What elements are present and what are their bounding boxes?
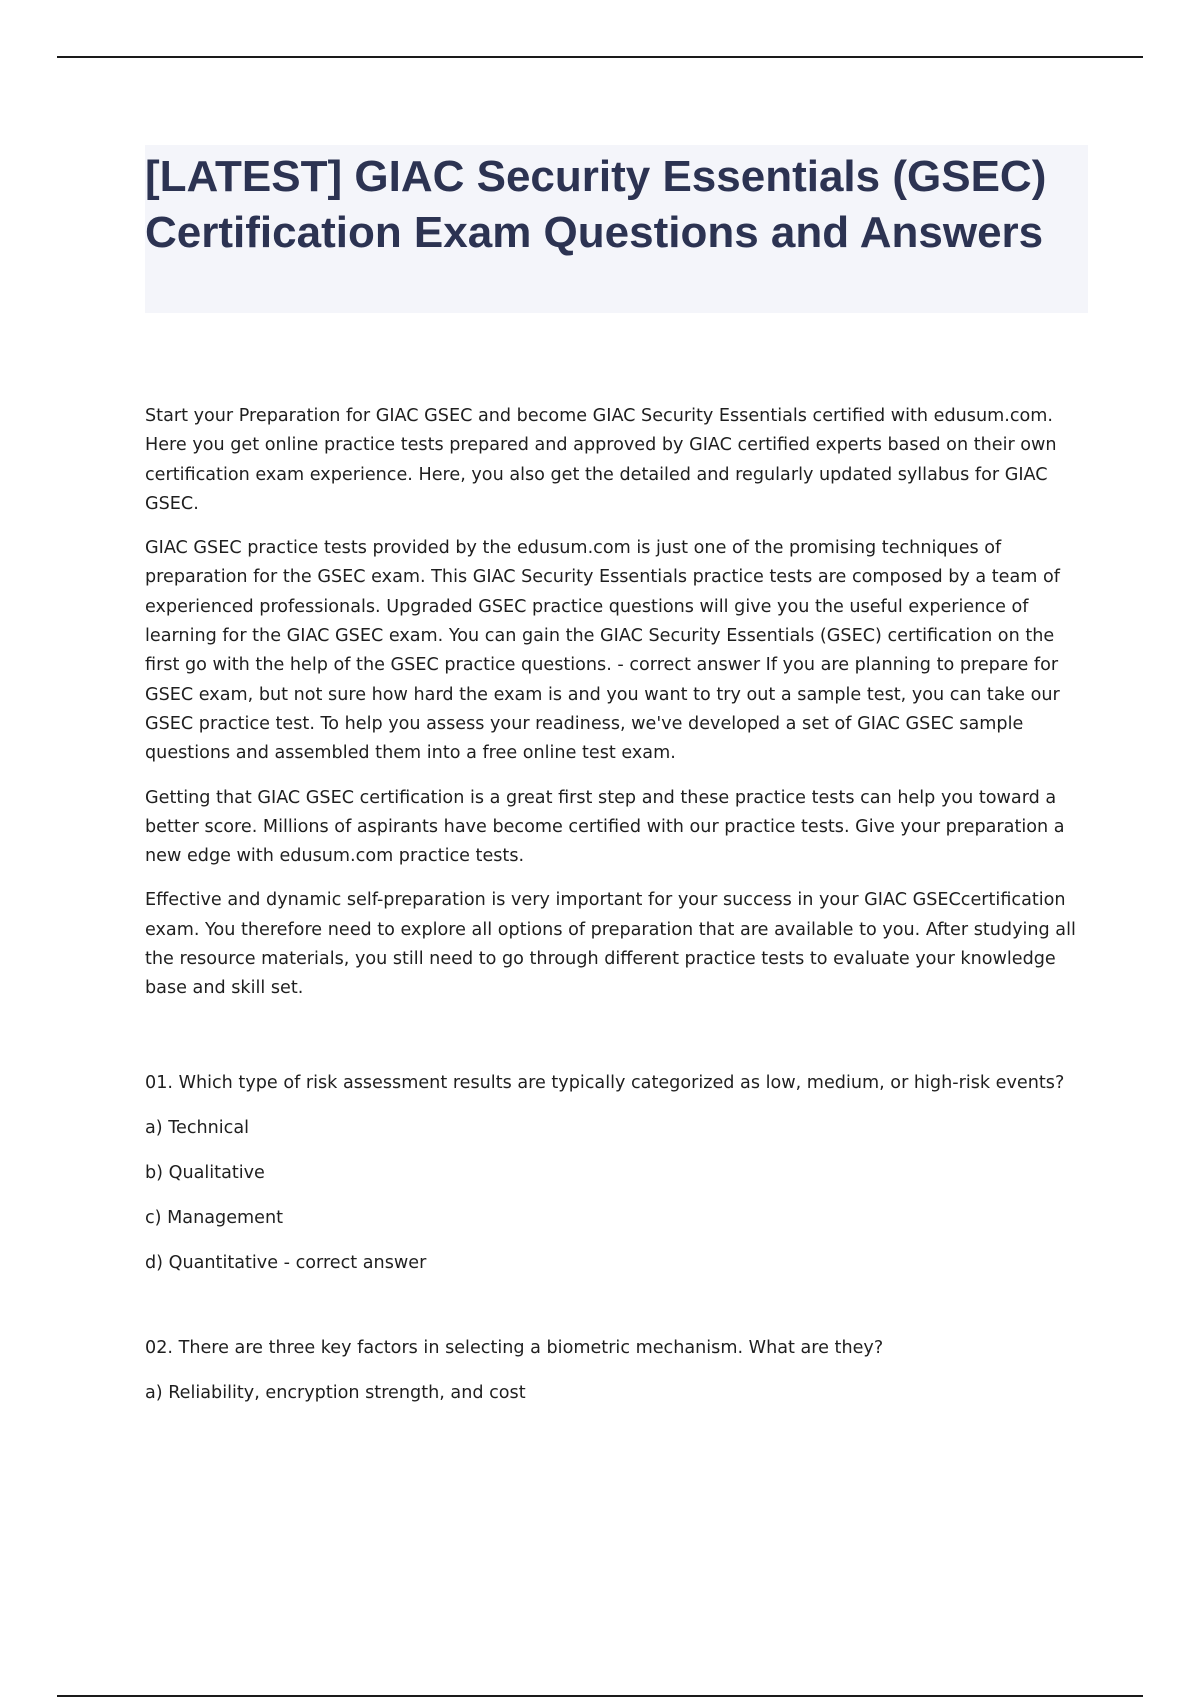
answer-option: a) Technical bbox=[145, 1117, 250, 1138]
certification-paragraph: Getting that GIAC GSEC certification is a great first step and these practice tests can help you toward a better score. Millions of aspirants have become certified with our practice tests. Give your preparation a new edge with edusum.com practice tests. bbox=[145, 787, 1065, 867]
question-text: 01. Which type of risk assessment results are typically categorized as low, medium, or high-risk events? bbox=[145, 1072, 1065, 1093]
bottom-rule bbox=[57, 1695, 1143, 1697]
question-1 bbox=[145, 1068, 1090, 1279]
question-2 bbox=[145, 1333, 1090, 1409]
question-text: 02. There are three key factors in selecting a biometric mechanism. What are they? bbox=[145, 1337, 884, 1358]
answer-option: c) Management bbox=[145, 1207, 284, 1228]
document-title: [LATEST] GIAC Security Essentials (GSEC) Certification Exam Questions and Answers bbox=[145, 152, 1047, 257]
answer-option: b) Qualitative bbox=[145, 1162, 265, 1183]
document-body bbox=[145, 402, 1090, 1423]
practice-tests-paragraph: GIAC GSEC practice tests provided by the edusum.com is just one of the promising techniques of preparation for the GSEC exam. This GIAC Security Essentials practice tests are composed by a team of experienced professionals. Upgraded GSEC practice questions will give you the useful experience of learning for the GIAC GSEC exam. You can gain the GIAC Security Essentials (GSEC) certification on the first go with the help of the GSEC practice questions. - correct answer If you are planning to prepare for GSEC exam, but not sure how hard the exam is and you want to try out a sample test, you can take our GSEC practice test. To help you assess your readiness, we've developed a set of GIAC GSEC sample questions and assembled them into a free online test exam. bbox=[145, 538, 1060, 764]
title-box bbox=[145, 145, 1088, 313]
answer-option: a) Reliability, encryption strength, and cost bbox=[145, 1382, 526, 1403]
answer-option: d) Quantitative - correct answer bbox=[145, 1252, 427, 1273]
intro-paragraph: Start your Preparation for GIAC GSEC and become GIAC Security Essentials certified with edusum.com. Here you get online practice tests prepared and approved by GIAC certified experts based on their own certification exam experience. Here, you also get the detailed and regularly updated syllabus for GIAC GSEC. bbox=[145, 406, 1057, 514]
top-rule bbox=[57, 56, 1143, 58]
self-preparation-paragraph: Effective and dynamic self-preparation is very important for your success in your GIAC GSECcertification exam. You therefore need to explore all options of preparation that are available to you. After studying all the resource materials, you still need to go through different practice tests to evaluate your knowledge base and skill set. bbox=[145, 890, 1076, 999]
